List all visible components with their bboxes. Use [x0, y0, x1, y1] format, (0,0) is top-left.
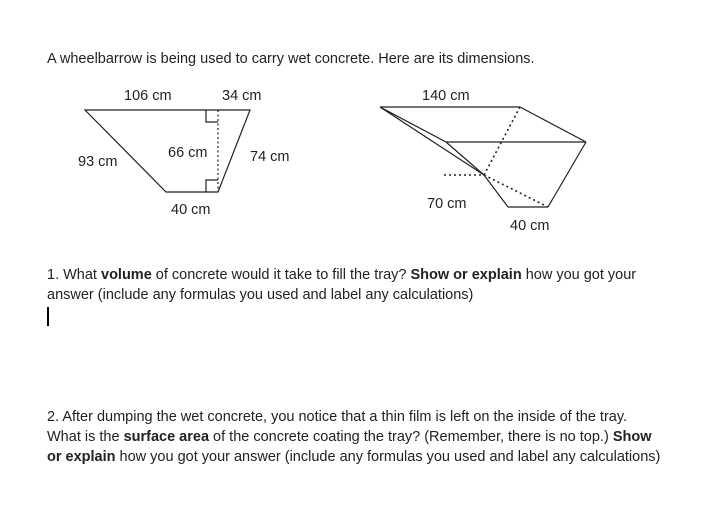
question-1-line-1: 1. What volume of concrete would it take to fill the tray? Show or explain how you got your [47, 267, 637, 283]
text-cursor[interactable] [47, 307, 49, 326]
label-74: 74 cm [250, 149, 290, 165]
label-93: 93 cm [78, 154, 118, 170]
question-2-line-1: 2. After dumping the wet concrete, you notice that a thin film is left on the inside of the tray. [47, 409, 628, 425]
intro-text: A wheelbarrow is being used to carry wet concrete. Here are its dimensions. [47, 51, 535, 67]
question-1-line-2: answer (include any formulas you used and label any calculations) [47, 287, 474, 303]
label-70: 70 cm [427, 196, 467, 212]
question-2-line-3: or explain how you got your answer (include any formulas you used and label any calculations) [47, 449, 661, 465]
label-34: 34 cm [222, 88, 262, 104]
question-2-line-2: What is the surface area of the concrete coating the tray? (Remember, there is no top.) Show [47, 429, 652, 445]
label-40-trap: 40 cm [171, 202, 211, 218]
label-66: 66 cm [168, 145, 208, 161]
prism-figure [0, 0, 711, 240]
label-106: 106 cm [124, 88, 172, 104]
label-40-prism: 40 cm [510, 218, 550, 234]
label-140: 140 cm [422, 88, 470, 104]
